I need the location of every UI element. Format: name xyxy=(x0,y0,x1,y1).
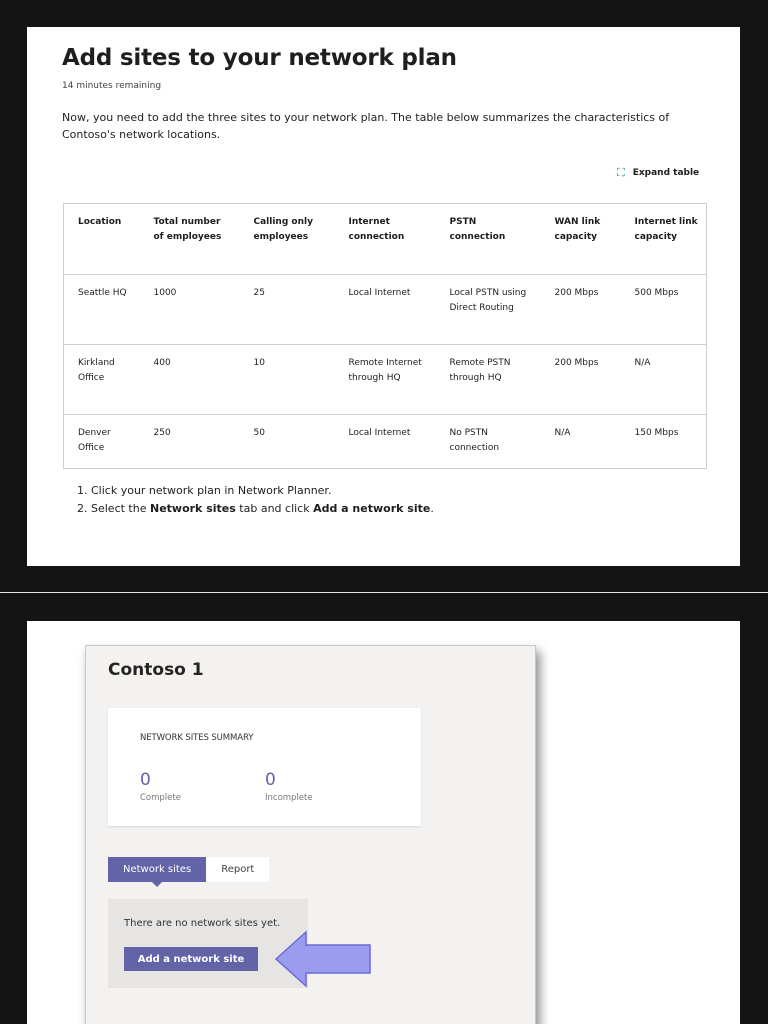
network-sites-summary xyxy=(108,708,421,826)
table-cell: Local Internet xyxy=(335,415,436,469)
left-arrow-callout-icon xyxy=(274,929,374,989)
add-network-site-button[interactable]: Add a network site xyxy=(124,947,258,971)
network-locations-table xyxy=(63,203,707,469)
table-cell: 150 Mbps xyxy=(621,415,707,469)
plan-tabs xyxy=(108,857,269,882)
step-2 xyxy=(77,500,434,518)
section-divider xyxy=(0,592,768,593)
table-cell: Remote Internet through HQ xyxy=(335,345,436,415)
expand-icon: ⛶ xyxy=(617,166,625,179)
incomplete-label: Incomplete xyxy=(265,793,313,803)
table-row xyxy=(64,415,707,469)
step-2-add-site: Add a network site xyxy=(313,502,431,515)
table-cell: 25 xyxy=(240,275,335,345)
plan-title: Contoso 1 xyxy=(108,660,204,680)
table-cell: Denver Office xyxy=(64,415,140,469)
column-header: Internet connection xyxy=(335,204,436,275)
intro-text: Now, you need to add the three sites to your network plan. The table below summarizes the characteristics of Contoso's network locations. xyxy=(62,111,670,141)
step-2-network-sites: Network sites xyxy=(149,502,236,515)
table-cell: Local Internet xyxy=(335,275,436,345)
tab-report[interactable]: Report xyxy=(206,857,269,882)
table-cell: No PSTN connection xyxy=(436,415,541,469)
complete-count: 0 xyxy=(140,770,151,790)
tab-network-sites[interactable]: Network sites xyxy=(108,857,206,882)
incomplete-count: 0 xyxy=(265,770,276,790)
column-header: PSTN connection xyxy=(436,204,541,275)
screenshot-panel xyxy=(27,621,740,1024)
table-row xyxy=(64,275,707,345)
table-cell: 1000 xyxy=(140,275,240,345)
table-cell: 200 Mbps xyxy=(541,275,621,345)
table-cell: 400 xyxy=(140,345,240,415)
table-header-row xyxy=(64,204,707,275)
step-2-text: tab and click xyxy=(235,502,314,515)
table-row xyxy=(64,345,707,415)
complete-label: Complete xyxy=(140,793,181,803)
empty-state-text: There are no network sites yet. xyxy=(124,918,281,929)
table-cell: 250 xyxy=(140,415,240,469)
complete-stat xyxy=(140,770,181,803)
table-cell: Local PSTN using Direct Routing xyxy=(436,275,541,345)
instructions-panel xyxy=(27,27,740,566)
step-1: 1. Click your network plan in Network Planner. xyxy=(77,484,332,497)
column-header: Calling only employees xyxy=(240,204,335,275)
table-cell: Remote PSTN through HQ xyxy=(436,345,541,415)
step-2-text: . xyxy=(430,502,434,515)
expand-table-button[interactable] xyxy=(617,166,699,180)
incomplete-stat xyxy=(265,770,313,803)
summary-label: NETWORK SITES SUMMARY xyxy=(140,733,254,743)
table-cell: Kirkland Office xyxy=(64,345,140,415)
table-cell: 500 Mbps xyxy=(621,275,707,345)
table-cell: N/A xyxy=(621,345,707,415)
table-cell: 10 xyxy=(240,345,335,415)
column-header: Total number of employees xyxy=(140,204,240,275)
column-header: WAN link capacity xyxy=(541,204,621,275)
step-2-text: 2. Select the xyxy=(77,502,150,515)
expand-table-label: Expand table xyxy=(632,168,700,178)
column-header: Location xyxy=(64,204,140,275)
table-cell: N/A xyxy=(541,415,621,469)
table-cell: Seattle HQ xyxy=(64,275,140,345)
steps-list xyxy=(77,482,434,518)
column-header: Internet link capacity xyxy=(621,204,707,275)
table-cell: 50 xyxy=(240,415,335,469)
page-title: Add sites to your network plan xyxy=(62,45,457,71)
table-cell: 200 Mbps xyxy=(541,345,621,415)
time-remaining: 14 minutes remaining xyxy=(62,81,162,91)
